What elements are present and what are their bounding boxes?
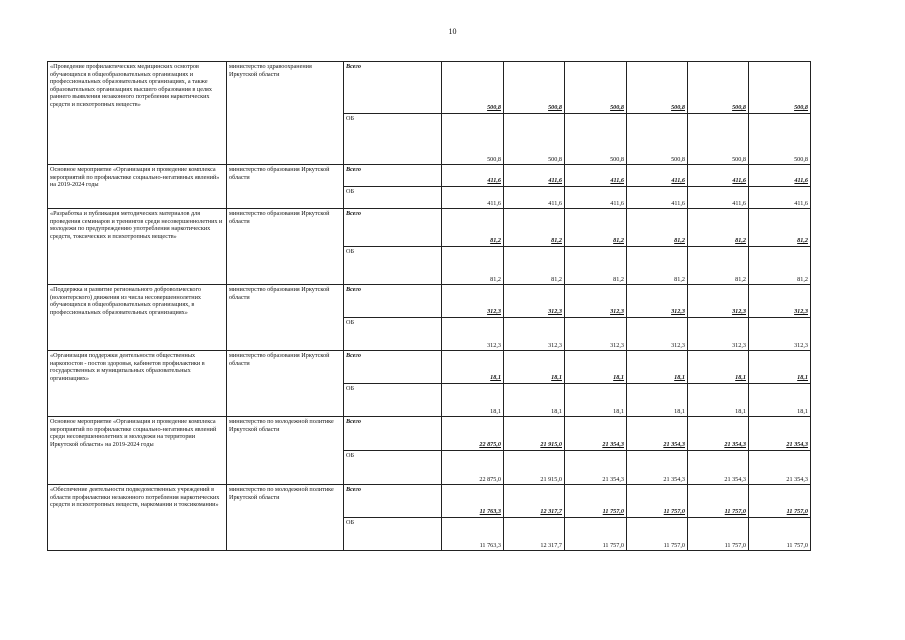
total-amount-cell: 21 354,3 bbox=[627, 417, 688, 451]
total-amount-cell: 12 317,7 bbox=[504, 485, 565, 518]
regional-amount-cell: 11 757,0 bbox=[688, 518, 749, 551]
regional-amount-cell: 411,6 bbox=[688, 187, 749, 209]
regional-amount-cell: 18,1 bbox=[627, 384, 688, 417]
total-amount-cell: 11 757,0 bbox=[688, 485, 749, 518]
activity-description: «Поддержка и развитие регионального добровольческого (волонтерского) движения из числа несовершеннолетних обучающихся в общеобразовательных организациях, в профессиональных образовательных организациях» bbox=[48, 285, 227, 351]
responsible-executor: министерство образования Иркутской области bbox=[227, 165, 344, 209]
regional-amount-cell: 312,3 bbox=[442, 318, 504, 351]
regional-amount-cell: 81,2 bbox=[688, 247, 749, 285]
total-amount-cell: 21 354,3 bbox=[565, 417, 627, 451]
total-amount-cell: 18,1 bbox=[749, 351, 811, 384]
regional-amount-cell: 500,8 bbox=[749, 114, 811, 165]
responsible-executor: министерство по молодежной политике Иркутской области bbox=[227, 485, 344, 551]
total-amount-cell: 81,2 bbox=[504, 209, 565, 247]
regional-amount-cell: 500,8 bbox=[627, 114, 688, 165]
total-amount-cell: 22 875,0 bbox=[442, 417, 504, 451]
regional-amount-cell: 81,2 bbox=[442, 247, 504, 285]
total-amount-cell: 312,3 bbox=[565, 285, 627, 318]
regional-amount-cell: 411,6 bbox=[565, 187, 627, 209]
total-amount-cell: 500,8 bbox=[565, 62, 627, 114]
regional-amount-cell: 411,6 bbox=[749, 187, 811, 209]
total-amount-cell: 500,8 bbox=[504, 62, 565, 114]
regional-amount-cell: 18,1 bbox=[749, 384, 811, 417]
funding-source-regional-label: ОБ bbox=[344, 384, 442, 417]
regional-amount-cell: 312,3 bbox=[688, 318, 749, 351]
table-row bbox=[48, 417, 811, 451]
total-amount-cell: 18,1 bbox=[565, 351, 627, 384]
total-amount-cell: 500,8 bbox=[688, 62, 749, 114]
funding-source-regional-label: ОБ bbox=[344, 318, 442, 351]
total-amount-cell: 500,8 bbox=[749, 62, 811, 114]
activity-description: «Организация поддержки деятельности общественных наркопостов - постов здоровья, кабинетов профилактики в государственных и муниципальных образовательных организациях» bbox=[48, 351, 227, 417]
regional-amount-cell: 500,8 bbox=[442, 114, 504, 165]
funding-source-total-label: Всего bbox=[344, 351, 442, 384]
regional-amount-cell: 18,1 bbox=[504, 384, 565, 417]
regional-amount-cell: 21 915,0 bbox=[504, 451, 565, 485]
regional-amount-cell: 81,2 bbox=[565, 247, 627, 285]
regional-amount-cell: 81,2 bbox=[627, 247, 688, 285]
funding-source-regional-label: ОБ bbox=[344, 187, 442, 209]
total-amount-cell: 500,8 bbox=[442, 62, 504, 114]
total-amount-cell: 11 757,0 bbox=[627, 485, 688, 518]
total-amount-cell: 81,2 bbox=[688, 209, 749, 247]
regional-amount-cell: 21 354,3 bbox=[627, 451, 688, 485]
total-amount-cell: 18,1 bbox=[688, 351, 749, 384]
total-amount-cell: 411,6 bbox=[627, 165, 688, 187]
total-amount-cell: 312,3 bbox=[442, 285, 504, 318]
funding-source-total-label: Всего bbox=[344, 209, 442, 247]
total-amount-cell: 18,1 bbox=[504, 351, 565, 384]
total-amount-cell: 312,3 bbox=[749, 285, 811, 318]
total-amount-cell: 411,6 bbox=[442, 165, 504, 187]
total-amount-cell: 312,3 bbox=[627, 285, 688, 318]
regional-amount-cell: 500,8 bbox=[688, 114, 749, 165]
table-row bbox=[48, 165, 811, 187]
program-funding-table bbox=[47, 61, 811, 551]
regional-amount-cell: 411,6 bbox=[442, 187, 504, 209]
activity-description: «Разработка и публикация методических материалов для проведения семинаров и тренингов среди несовершеннолетних и молодежи по предупреждению употребления наркотических средств, токсических и психотропных веществ» bbox=[48, 209, 227, 285]
activity-description: Основное мероприятие «Организация и проведение комплекса мероприятий по профилактике социально-негативных явлений среди несовершеннолетних и молодежи на территории Иркутской области» на 2019-2024 годы bbox=[48, 417, 227, 485]
funding-source-total-label: Всего bbox=[344, 62, 442, 114]
regional-amount-cell: 11 757,0 bbox=[749, 518, 811, 551]
regional-amount-cell: 18,1 bbox=[442, 384, 504, 417]
funding-source-total-label: Всего bbox=[344, 485, 442, 518]
funding-source-total-label: Всего bbox=[344, 285, 442, 318]
total-amount-cell: 411,6 bbox=[749, 165, 811, 187]
regional-amount-cell: 500,8 bbox=[504, 114, 565, 165]
total-amount-cell: 312,3 bbox=[504, 285, 565, 318]
total-amount-cell: 411,6 bbox=[504, 165, 565, 187]
total-amount-cell: 21 354,3 bbox=[688, 417, 749, 451]
activity-description: «Проведение профилактических медицинских осмотров обучающихся в общеобразовательных организациях и профессиональных образовательных организациях, а также образовательных организациях высшего образования в целях раннего выявления незаконного потребления наркотических средств и психотропных веществ» bbox=[48, 62, 227, 165]
funding-source-regional-label: ОБ bbox=[344, 518, 442, 551]
activity-description: «Обеспечение деятельности подведомственных учреждений в области профилактики незаконного потребления наркотических средств и психотропных веществ, наркомании и токсикомании» bbox=[48, 485, 227, 551]
regional-amount-cell: 22 875,0 bbox=[442, 451, 504, 485]
total-amount-cell: 411,6 bbox=[688, 165, 749, 187]
total-amount-cell: 500,8 bbox=[627, 62, 688, 114]
regional-amount-cell: 411,6 bbox=[504, 187, 565, 209]
table-row bbox=[48, 485, 811, 518]
funding-source-regional-label: ОБ bbox=[344, 247, 442, 285]
regional-amount-cell: 18,1 bbox=[688, 384, 749, 417]
funding-source-regional-label: ОБ bbox=[344, 114, 442, 165]
regional-amount-cell: 81,2 bbox=[504, 247, 565, 285]
table-row bbox=[48, 351, 811, 384]
regional-amount-cell: 312,3 bbox=[749, 318, 811, 351]
responsible-executor: министерство образования Иркутской области bbox=[227, 209, 344, 285]
total-amount-cell: 81,2 bbox=[442, 209, 504, 247]
responsible-executor: министерство образования Иркутской области bbox=[227, 285, 344, 351]
total-amount-cell: 18,1 bbox=[627, 351, 688, 384]
regional-amount-cell: 12 317,7 bbox=[504, 518, 565, 551]
regional-amount-cell: 11 763,3 bbox=[442, 518, 504, 551]
table-row bbox=[48, 285, 811, 318]
total-amount-cell: 21 354,3 bbox=[749, 417, 811, 451]
funding-source-regional-label: ОБ bbox=[344, 451, 442, 485]
regional-amount-cell: 500,8 bbox=[565, 114, 627, 165]
table-row bbox=[48, 62, 811, 114]
regional-amount-cell: 312,3 bbox=[565, 318, 627, 351]
funding-source-total-label: Всего bbox=[344, 165, 442, 187]
total-amount-cell: 11 757,0 bbox=[565, 485, 627, 518]
total-amount-cell: 11 757,0 bbox=[749, 485, 811, 518]
activity-description: Основное мероприятие «Организация и проведение комплекса мероприятий по профилактике социально-негативных явлений» на 2019-2024 годы bbox=[48, 165, 227, 209]
regional-amount-cell: 312,3 bbox=[504, 318, 565, 351]
page-number: 10 bbox=[448, 27, 457, 36]
total-amount-cell: 18,1 bbox=[442, 351, 504, 384]
responsible-executor: министерство по молодежной политике Иркутской области bbox=[227, 417, 344, 485]
regional-amount-cell: 11 757,0 bbox=[565, 518, 627, 551]
regional-amount-cell: 312,3 bbox=[627, 318, 688, 351]
regional-amount-cell: 411,6 bbox=[627, 187, 688, 209]
total-amount-cell: 11 763,3 bbox=[442, 485, 504, 518]
total-amount-cell: 312,3 bbox=[688, 285, 749, 318]
total-amount-cell: 21 915,0 bbox=[504, 417, 565, 451]
regional-amount-cell: 21 354,3 bbox=[688, 451, 749, 485]
table-row bbox=[48, 209, 811, 247]
regional-amount-cell: 21 354,3 bbox=[749, 451, 811, 485]
total-amount-cell: 81,2 bbox=[565, 209, 627, 247]
responsible-executor: министерство образования Иркутской области bbox=[227, 351, 344, 417]
total-amount-cell: 81,2 bbox=[749, 209, 811, 247]
total-amount-cell: 81,2 bbox=[627, 209, 688, 247]
total-amount-cell: 411,6 bbox=[565, 165, 627, 187]
funding-source-total-label: Всего bbox=[344, 417, 442, 451]
responsible-executor: министерство здравоохранения Иркутской области bbox=[227, 62, 344, 165]
regional-amount-cell: 21 354,3 bbox=[565, 451, 627, 485]
regional-amount-cell: 81,2 bbox=[749, 247, 811, 285]
regional-amount-cell: 11 757,0 bbox=[627, 518, 688, 551]
regional-amount-cell: 18,1 bbox=[565, 384, 627, 417]
